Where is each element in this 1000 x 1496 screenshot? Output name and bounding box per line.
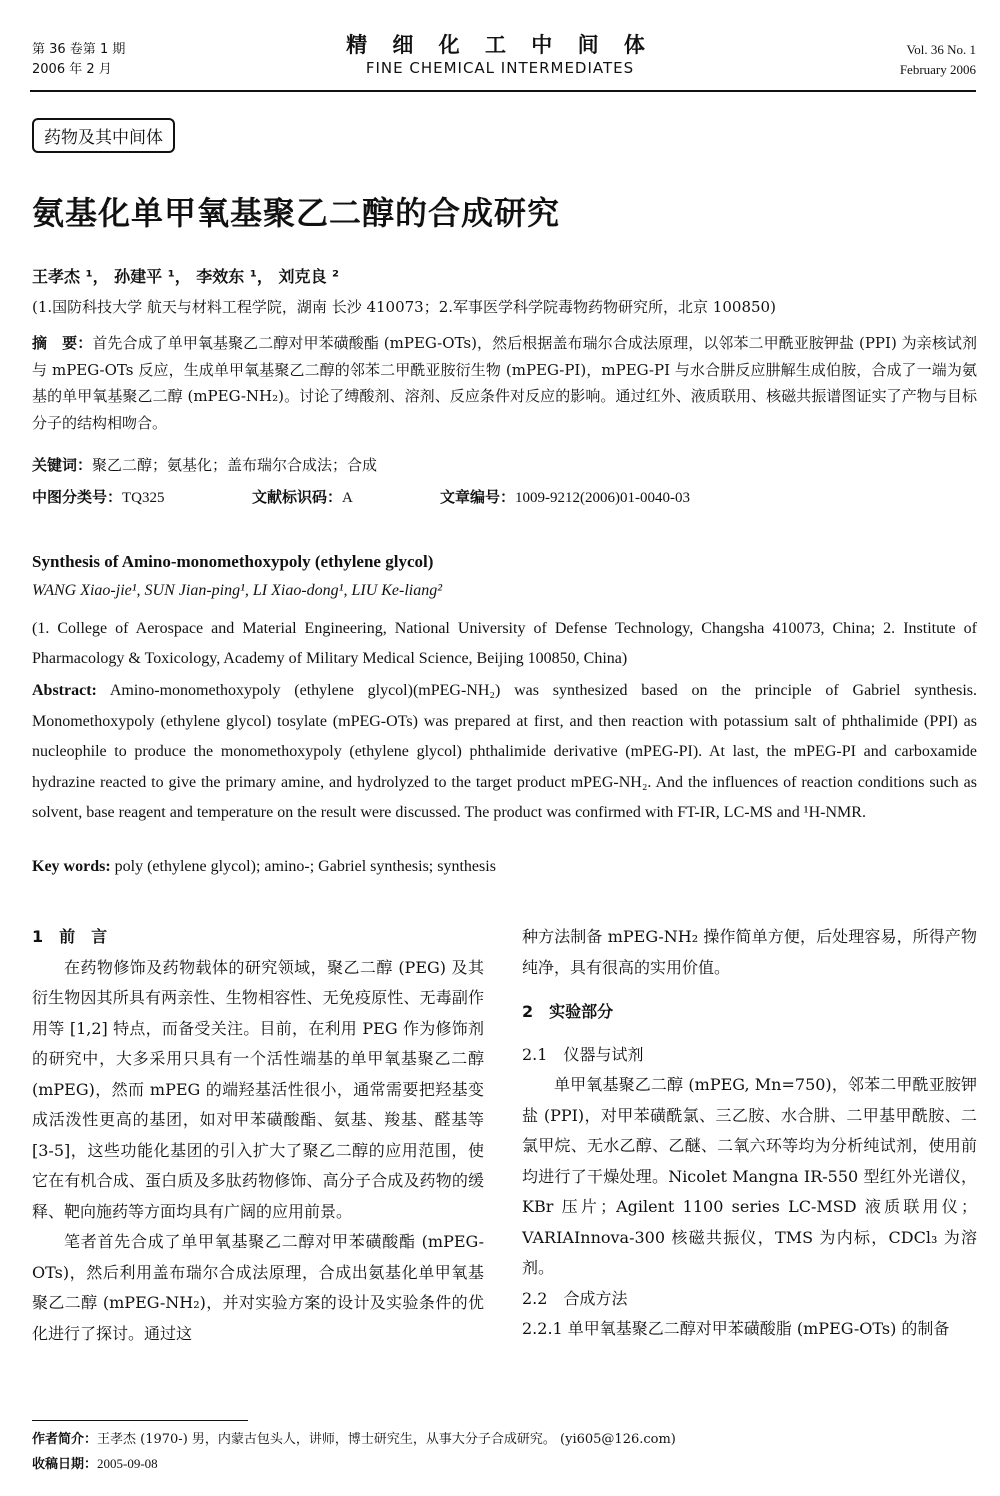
abstract-cn-text: 首先合成了单甲氧基聚乙二醇对甲苯磺酸酯 (mPEG-OTs)，然后根据盖布瑞尔合成法原理，以邻苯二甲酰亚胺钾盐 (PPI) 为亲核试剂与 mPEG-OTs 反应，生成单甲氧基聚乙二醇的邻苯二甲酰亚胺衍生物 (mPEG-PI)，mPEG-PI 与水合肼反应肼解生成伯胺，合成了一端为氨基的单甲氧基聚乙二醇 (mPEG-NH₂)。讨论了缚酸剂、溶剂、反应条件对反应的影响。通过红外、液质联用、核磁共振谱图证实了产物与目标分子的结构相吻合。	[32, 334, 977, 432]
date-en: February 2006	[899, 62, 976, 77]
section-1-heading: 1 前 言	[32, 927, 108, 946]
volume-issue-en: Vol. 36 No. 1	[906, 42, 976, 57]
affiliation-cn: (1.国防科技大学 航天与材料工程学院，湖南 长沙 410073；2.军事医学科学院毒物药物研究所，北京 100850)	[32, 298, 776, 316]
doc-code-group	[252, 486, 440, 507]
section-1-paragraph-2-continued: 种方法制备 mPEG-NH₂ 操作简单方便，后处理容易，所得产物纯净，具有很高的实用价值。	[522, 927, 977, 977]
author-bio-text: 王孝杰 (1970-) 男，内蒙古包头人，讲师，博士研究生，从事大分子合成研究。 (yi605@126.com)	[97, 1432, 676, 1447]
section-2-2-heading: 2.2 合成方法	[522, 1288, 628, 1308]
affiliation-en: (1. College of Aerospace and Material Engineering, National University of Defense Technology, Changsha 410073, China; 2. Institute of Pharmacology & Toxicology, Academy of Military Medical Science, Beijing 100850, China)	[32, 620, 977, 667]
clc-value: TQ325	[122, 490, 165, 506]
abstract-cn-label: 摘 要：	[32, 334, 93, 352]
section-1-paragraph-2: 笔者首先合成了单甲氧基聚乙二醇对甲苯磺酸酯 (mPEG-OTs)，然后利用盖布瑞尔合成法原理，合成出氨基化单甲氧基聚乙二醇 (mPEG-NH₂)，并对实验方案的设计及实验条件的优化进行了探讨。通过这	[32, 1232, 484, 1343]
body-column-right	[522, 922, 977, 1345]
section-2-1-heading: 2.1 仪器与试剂	[522, 1044, 644, 1064]
received-label: 收稿日期：	[32, 1457, 98, 1472]
keywords-en-label: Key words:	[32, 858, 111, 875]
article-title-cn: 氨基化单甲氧基聚乙二醇的合成研究	[32, 194, 561, 232]
section-2-heading: 2 实验部分	[522, 1002, 614, 1021]
journal-masthead	[0, 32, 1000, 78]
abstract-en	[32, 676, 977, 829]
abstract-en-label: Abstract:	[32, 682, 97, 699]
section-2-1-text: 单甲氧基聚乙二醇 (mPEG, Mn=750)，邻苯二甲酰亚胺钾盐 (PPI)，对甲苯磺酰氯、三乙胺、水合肼、二甲基甲酰胺、二氯甲烷、无水乙醇、乙醚、二氧六环等均为分析纯试剂，使用前均进行了干燥处理。Nicolet Mangna IR-550 型红外光谱仪，KBr 压片；Agilent 1100 series LC-MSD 液质联用仪；VARIAInnova-300 核磁共振仪，TMS 为内标，CDCl₃ 为溶剂。	[522, 1075, 977, 1277]
section-2-2-1-heading: 2.2.1 单甲氧基聚乙二醇对甲苯磺酸脂 (mPEG-OTs) 的制备	[522, 1319, 950, 1338]
journal-name-en: FINE CHEMICAL INTERMEDIATES	[365, 59, 635, 77]
footnote	[32, 1428, 676, 1477]
footnote-divider	[32, 1420, 248, 1421]
received-date	[32, 1452, 676, 1477]
author-bio-label: 作者简介：	[32, 1432, 98, 1447]
doc-code-value: A	[342, 490, 353, 506]
section-1-paragraph-1: 在药物修饰及药物载体的研究领域，聚乙二醇 (PEG) 及其衍生物因其所具有两亲性、生物相容性、无免疫原性、无毒副作用等 [1,2] 特点，而备受关注。目前，在利用 PEG 作为修饰剂的研究中，大多采用只具有一个活性端基的单甲氧基聚乙二醇 (mPEG)，然而 mPEG 的端羟基活性很小，通常需要把羟基变成活泼性更高的基团，如对甲苯磺酸酯、氨基、羧基、醛基等 [3-5]，这些功能化基团的引入扩大了聚乙二醇的应用范围，使它在有机合成、蛋白质及多肽药物修饰、高分子合成及药物的缓释、靶向施药等方面均具有广阔的应用前景。	[32, 957, 484, 1221]
journal-name-cn: 精 细 化 工 中 间 体	[346, 33, 654, 57]
article-number-label: 文章编号：	[440, 488, 516, 506]
header-divider	[30, 90, 976, 92]
abstract-en-text: Amino-monomethoxypoly (ethylene glycol)(mPEG-NH₂) was synthesized based on the principle of Gabriel synthesis. Monomethoxypoly (ethylene glycol) tosylate (mPEG-OTs) was prepared at first, and then reaction with potassium salt of phthalimide (PPI) as nucleophile to produce the monomethoxypoly (ethylene glycol) phthalimide derivative (mPEG-PI). At last, the mPEG-PI and carboxamide hydrazine reacted to give the primary amine, and hydrolyzed to the target product mPEG-NH₂. And the influences of reaction conditions such as solvent, base reagent and temperature on the result were discussed. The product was confirmed with FT-IR, LC-MS and ¹H-NMR.	[32, 682, 977, 821]
authors-cn: 王孝杰 ¹， 孙建平 ¹， 李效东 ¹， 刘克良 ²	[32, 267, 340, 286]
abstract-cn	[32, 330, 977, 436]
clc-group	[32, 486, 252, 507]
keywords-en	[32, 858, 496, 876]
keywords-cn-label: 关键词：	[32, 456, 93, 474]
keywords-cn	[32, 454, 377, 475]
author-bio	[32, 1428, 676, 1452]
classification-line	[32, 486, 977, 507]
body-column-left	[32, 922, 484, 1349]
article-title-en: Synthesis of Amino-monomethoxypoly (ethylene glycol)	[32, 552, 434, 571]
column-tag: 药物及其中间体	[32, 118, 175, 153]
volume-issue-cn: 第 36 卷第 1 期	[32, 42, 126, 57]
article-number-group	[440, 486, 690, 507]
keywords-cn-text: 聚乙二醇；氨基化；盖布瑞尔合成法；合成	[92, 456, 378, 474]
authors-en: WANG Xiao-jie¹, SUN Jian-ping¹, LI Xiao-dong¹, LIU Ke-liang²	[32, 582, 443, 599]
article-number-value: 1009-9212(2006)01-0040-03	[515, 490, 690, 506]
received-value: 2005-09-08	[97, 1456, 158, 1471]
date-cn: 2006 年 2 月	[32, 62, 112, 77]
doc-code-label: 文献标识码：	[252, 488, 343, 506]
header-right	[900, 40, 976, 80]
keywords-en-text: poly (ethylene glycol); amino-; Gabriel synthesis; synthesis	[114, 858, 496, 875]
clc-label: 中图分类号：	[32, 488, 123, 506]
